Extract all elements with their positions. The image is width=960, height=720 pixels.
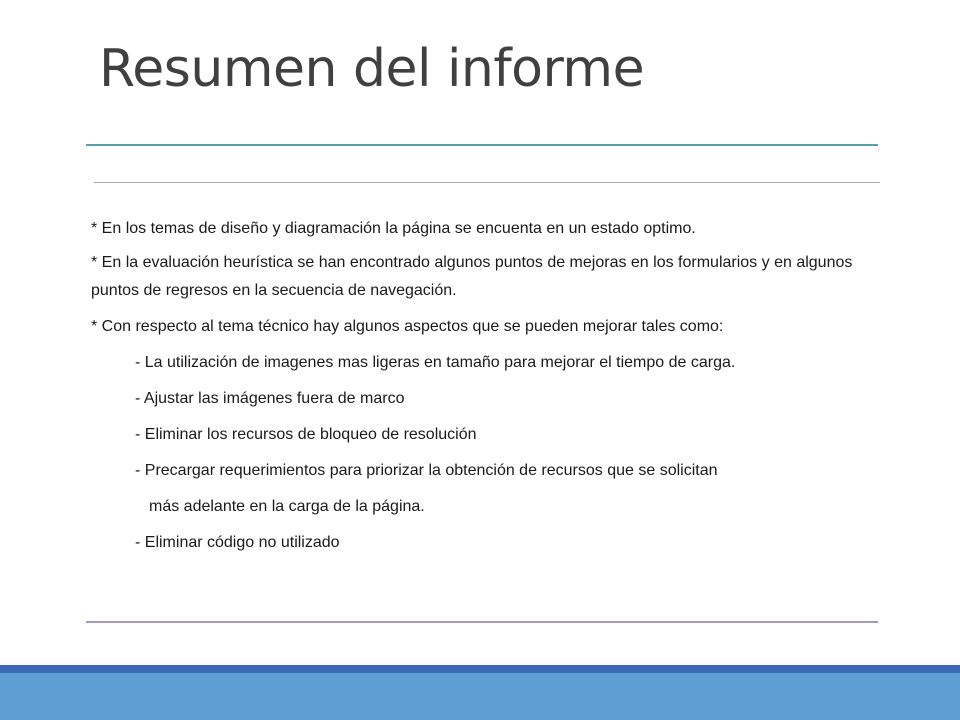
summary-paragraph-design: * En los temas de diseño y diagramación la página se encuenta en un estado optimo. [91, 220, 696, 237]
slide-title: Resumen del informe [99, 39, 645, 99]
footer-band [0, 673, 960, 720]
content-bottom-divider [86, 621, 878, 623]
list-item: - La utilización de imagenes mas ligeras en tamaño para mejorar el tiempo de carga. [135, 354, 736, 371]
summary-paragraph-technical: * Con respecto al tema técnico hay algunos aspectos que se pueden mejorar tales como: [91, 318, 724, 335]
summary-paragraph-heuristic: * En la evaluación heurística se han encontrado algunos puntos de mejoras en los formularios y en algunos puntos de regresos en la secuencia de navegación. [91, 254, 853, 299]
slide-body [91, 213, 881, 563]
footer-accent-line [0, 665, 960, 673]
list-item: - Ajustar las imágenes fuera de marco [135, 390, 405, 407]
list-item: - Eliminar código no utilizado [135, 534, 340, 551]
title-divider-secondary [94, 182, 880, 183]
list-item-continuation: más adelante en la carga de la página. [149, 498, 425, 515]
title-divider-primary [86, 144, 878, 146]
list-item: - Eliminar los recursos de bloqueo de resolución [135, 426, 477, 443]
list-item: - Precargar requerimientos para priorizar la obtención de recursos que se solicitan [135, 462, 718, 479]
